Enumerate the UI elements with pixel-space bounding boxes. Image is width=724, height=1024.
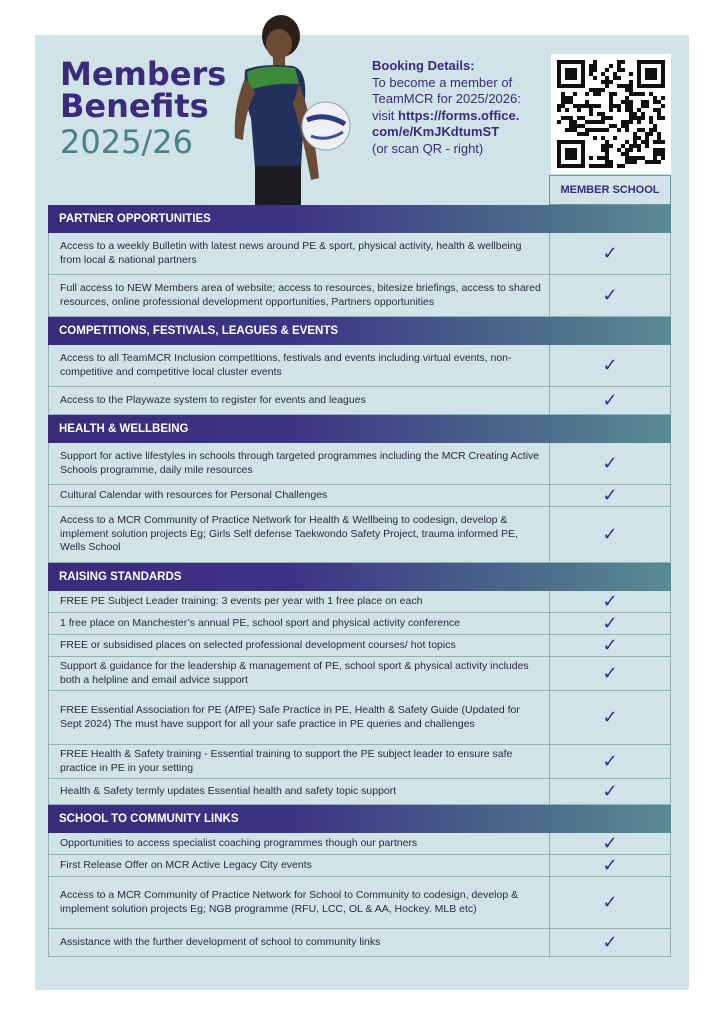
qr-code[interactable] bbox=[551, 54, 671, 174]
benefit-row bbox=[48, 635, 671, 657]
title-line-1: Members bbox=[60, 55, 227, 93]
member-school-column-header: MEMBER SCHOOL bbox=[549, 175, 671, 205]
benefit-text: Access to all TeamMCR Inclusion competitions, festivals and events including virtual events, non-competitive and competitive local cluster events bbox=[48, 345, 549, 386]
check-icon: ✓ bbox=[549, 635, 671, 656]
benefits-table bbox=[48, 205, 671, 957]
benefit-row bbox=[48, 833, 671, 855]
qr-code-image bbox=[557, 60, 665, 168]
check-icon: ✓ bbox=[549, 833, 671, 854]
section-header: HEALTH & WELLBEING bbox=[48, 415, 671, 443]
booking-url-part-1[interactable]: https://forms.office. bbox=[398, 107, 520, 123]
benefit-text: Access to a MCR Community of Practice Network for School to Community to codesign, develop & implement solution projects Eg; NGB programme (RFU, LCC, OL & AA, Hockey. MLB etc) bbox=[48, 877, 549, 928]
check-icon: ✓ bbox=[549, 779, 671, 804]
benefit-row bbox=[48, 657, 671, 691]
benefit-text: FREE Health & Safety training - Essential training to support the PE subject leader to ensure safe practice in PE in your setting bbox=[48, 745, 549, 778]
check-icon: ✓ bbox=[549, 387, 671, 414]
page-title bbox=[60, 55, 227, 125]
benefit-row bbox=[48, 855, 671, 877]
check-icon: ✓ bbox=[549, 443, 671, 484]
booking-heading: Booking Details: bbox=[372, 58, 475, 73]
booking-line-2: TeamMCR for 2025/2026: bbox=[372, 91, 521, 106]
check-icon: ✓ bbox=[549, 345, 671, 386]
booking-url-part-2[interactable]: com/e/KmJKdtumST bbox=[372, 124, 500, 139]
benefit-row bbox=[48, 613, 671, 635]
benefit-text: Assistance with the further development of school to community links bbox=[48, 929, 549, 956]
benefit-text: FREE PE Subject Leader training: 3 events per year with 1 free place on each bbox=[48, 591, 549, 612]
section-header: COMPETITIONS, FESTIVALS, LEAGUES & EVENTS bbox=[48, 317, 671, 345]
booking-line-1: To become a member of bbox=[372, 74, 513, 90]
booking-line-5: (or scan QR - right) bbox=[372, 140, 484, 156]
benefit-text: Opportunities to access specialist coaching programmes though our partners bbox=[48, 833, 549, 854]
title-year: 2025/26 bbox=[60, 123, 193, 161]
check-icon: ✓ bbox=[549, 691, 671, 744]
check-icon: ✓ bbox=[549, 745, 671, 778]
check-icon: ✓ bbox=[549, 657, 671, 690]
booking-line-3 bbox=[372, 108, 544, 125]
benefit-row bbox=[48, 929, 671, 957]
booking-visit-text: visit bbox=[372, 107, 398, 123]
benefit-row bbox=[48, 485, 671, 507]
check-icon: ✓ bbox=[549, 929, 671, 956]
player-image bbox=[215, 8, 355, 208]
benefit-text: Health & Safety termly updates Essential health and safety topic support bbox=[48, 779, 549, 804]
section-header: RAISING STANDARDS bbox=[48, 563, 671, 591]
benefit-text: Access to the Playwaze system to register for events and leagues bbox=[48, 387, 549, 414]
benefit-row bbox=[48, 691, 671, 745]
benefit-row bbox=[48, 877, 671, 929]
benefit-text: Support for active lifestyles in schools through targeted programmes including the MCR Creating Active Schools programme, daily mile resources bbox=[48, 443, 549, 484]
benefit-row bbox=[48, 233, 671, 275]
check-icon: ✓ bbox=[549, 233, 671, 274]
check-icon: ✓ bbox=[549, 485, 671, 506]
benefit-row bbox=[48, 507, 671, 563]
benefit-text: Cultural Calendar with resources for Personal Challenges bbox=[48, 485, 549, 506]
benefit-text: FREE or subsidised places on selected professional development courses/ hot topics bbox=[48, 635, 549, 656]
benefit-row bbox=[48, 387, 671, 415]
benefit-row bbox=[48, 779, 671, 805]
benefit-text: Support & guidance for the leadership & management of PE, school sport & physical activity includes both a helpline and email advice support bbox=[48, 657, 549, 690]
benefit-row bbox=[48, 591, 671, 613]
benefit-row bbox=[48, 745, 671, 779]
benefit-text: First Release Offer on MCR Active Legacy City events bbox=[48, 855, 549, 876]
benefit-row bbox=[48, 275, 671, 317]
benefit-text: FREE Essential Association for PE (AfPE) Safe Practice in PE, Health & Safety Guide (Updated for Sept 2024) The must have support for all your safe practice in PE queries and challenges bbox=[48, 691, 549, 744]
check-icon: ✓ bbox=[549, 275, 671, 316]
title-line-2: Benefits bbox=[60, 87, 209, 125]
check-icon: ✓ bbox=[549, 507, 671, 562]
benefit-text: Access to a weekly Bulletin with latest news around PE & sport, physical activity, health & wellbeing from local & national partners bbox=[48, 233, 549, 274]
check-icon: ✓ bbox=[549, 591, 671, 612]
benefit-row bbox=[48, 443, 671, 485]
booking-details bbox=[372, 58, 544, 157]
section-header: PARTNER OPPORTUNITIES bbox=[48, 205, 671, 233]
check-icon: ✓ bbox=[549, 855, 671, 876]
check-icon: ✓ bbox=[549, 877, 671, 928]
benefit-row bbox=[48, 345, 671, 387]
benefit-text: 1 free place on Manchester’s annual PE, school sport and physical activity conference bbox=[48, 613, 549, 634]
check-icon: ✓ bbox=[549, 613, 671, 634]
section-header: SCHOOL TO COMMUNITY LINKS bbox=[48, 805, 671, 833]
benefit-text: Access to a MCR Community of Practice Network for Health & Wellbeing to codesign, develop & implement solution projects Eg; Girls Self defense Taekwondo Safety Project, trauma informed PE, Wells School bbox=[48, 507, 549, 562]
benefit-text: Full access to NEW Members area of website; access to resources, bitesize briefings, access to shared resources, online professional development opportunities, Partners opportunities bbox=[48, 275, 549, 316]
